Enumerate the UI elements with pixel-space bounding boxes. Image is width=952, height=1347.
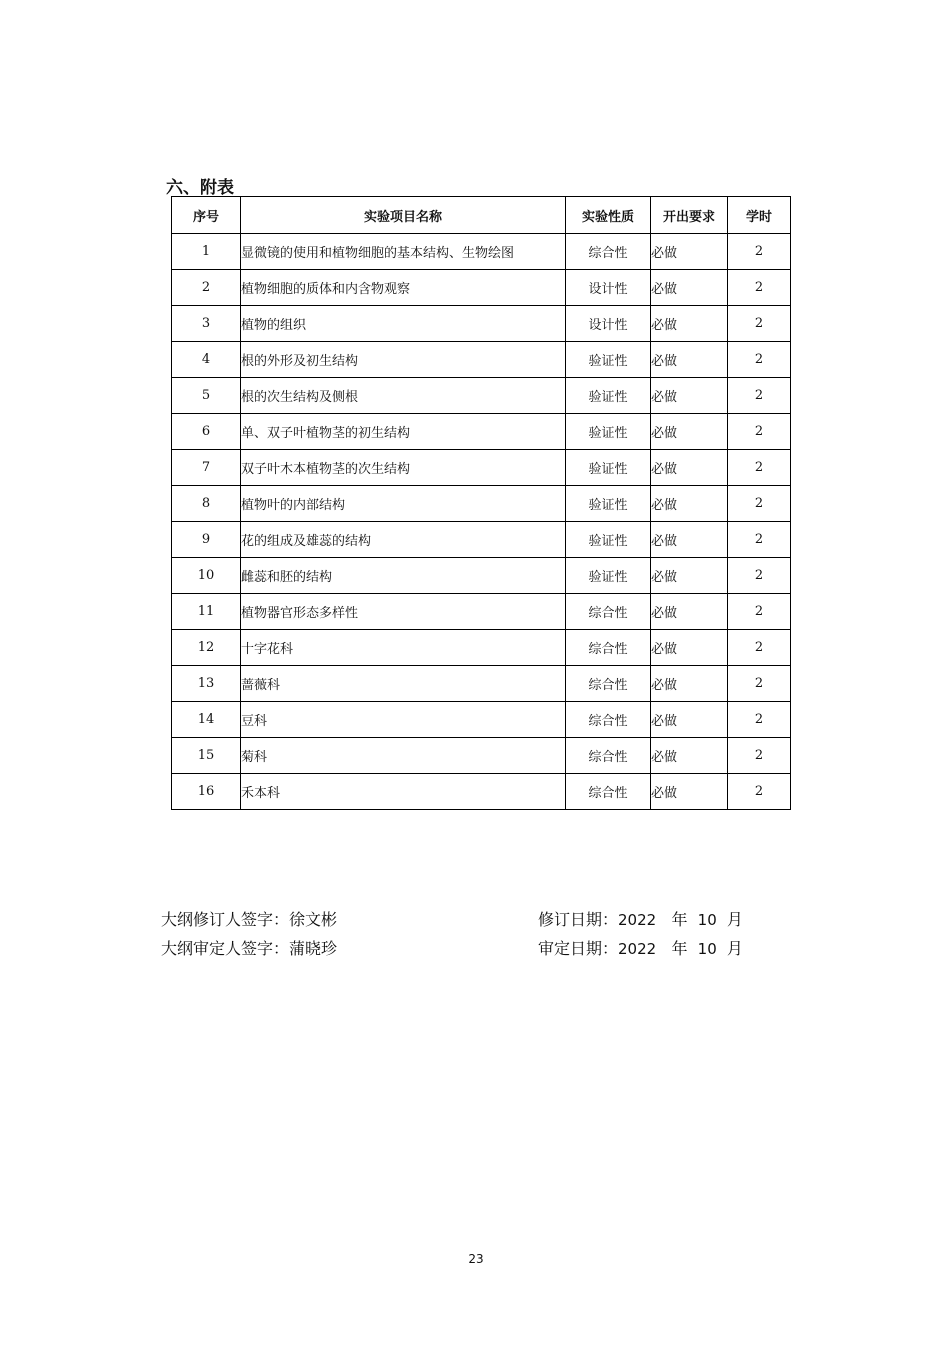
experiment-requirement: 必做 (651, 486, 728, 522)
experiment-requirement: 必做 (651, 342, 728, 378)
revise-year: 2022 (618, 911, 657, 929)
experiment-hours: 2 (728, 594, 791, 630)
table-row (172, 486, 791, 522)
header-nature: 实验性质 (566, 197, 651, 234)
experiment-name: 雌蕊和胚的结构 (241, 558, 566, 594)
experiment-hours: 2 (728, 342, 791, 378)
experiment-name: 显微镜的使用和植物细胞的基本结构、生物绘图 (241, 234, 566, 270)
row-number: 13 (172, 666, 241, 702)
table-row (172, 666, 791, 702)
experiment-requirement: 必做 (651, 738, 728, 774)
experiment-hours: 2 (728, 774, 791, 810)
experiment-name: 禾本科 (241, 774, 566, 810)
row-number: 2 (172, 270, 241, 306)
experiment-hours: 2 (728, 630, 791, 666)
experiment-requirement: 必做 (651, 630, 728, 666)
reviewer-signature (161, 936, 337, 959)
review-year-unit: 年 (671, 939, 688, 958)
experiment-requirement: 必做 (651, 270, 728, 306)
experiment-requirement: 必做 (651, 522, 728, 558)
experiment-requirement: 必做 (651, 234, 728, 270)
table-row (172, 378, 791, 414)
table-body (172, 234, 791, 810)
row-number: 15 (172, 738, 241, 774)
experiment-hours: 2 (728, 270, 791, 306)
experiment-name: 蔷薇科 (241, 666, 566, 702)
experiment-requirement: 必做 (651, 450, 728, 486)
table-row (172, 414, 791, 450)
experiment-name: 十字花科 (241, 630, 566, 666)
review-date-label: 审定日期： (538, 939, 619, 958)
review-month-unit: 月 (726, 939, 743, 958)
experiment-requirement: 必做 (651, 702, 728, 738)
row-number: 10 (172, 558, 241, 594)
experiment-requirement: 必做 (651, 414, 728, 450)
experiment-name: 植物器官形态多样性 (241, 594, 566, 630)
table-row (172, 594, 791, 630)
table-row (172, 450, 791, 486)
experiment-nature: 设计性 (566, 306, 651, 342)
table-row (172, 738, 791, 774)
experiment-hours: 2 (728, 414, 791, 450)
revise-date (538, 907, 743, 930)
experiment-nature: 综合性 (566, 234, 651, 270)
experiment-hours: 2 (728, 738, 791, 774)
experiment-name: 植物叶的内部结构 (241, 486, 566, 522)
table-row (172, 558, 791, 594)
experiment-nature: 综合性 (566, 594, 651, 630)
table-row (172, 702, 791, 738)
row-number: 8 (172, 486, 241, 522)
experiment-hours: 2 (728, 522, 791, 558)
experiment-name: 豆科 (241, 702, 566, 738)
table-row (172, 522, 791, 558)
experiment-nature: 综合性 (566, 774, 651, 810)
review-year: 2022 (618, 940, 657, 958)
experiment-nature: 验证性 (566, 414, 651, 450)
experiment-hours: 2 (728, 558, 791, 594)
row-number: 9 (172, 522, 241, 558)
row-number: 6 (172, 414, 241, 450)
reviewer-name: 蒲晓珍 (289, 939, 338, 958)
experiment-name: 单、双子叶植物茎的初生结构 (241, 414, 566, 450)
reviser-name: 徐文彬 (289, 910, 338, 929)
experiment-requirement: 必做 (651, 378, 728, 414)
header-hours: 学时 (728, 197, 791, 234)
experiment-hours: 2 (728, 378, 791, 414)
experiment-hours: 2 (728, 486, 791, 522)
reviser-signature (161, 907, 337, 930)
table-row (172, 342, 791, 378)
table-row (172, 270, 791, 306)
experiment-nature: 综合性 (566, 666, 651, 702)
table-row (172, 306, 791, 342)
table-header-row (172, 197, 791, 234)
reviewer-label: 大纲审定人签字： (161, 939, 290, 958)
experiment-name: 菊科 (241, 738, 566, 774)
experiment-name: 根的次生结构及侧根 (241, 378, 566, 414)
header-requirement: 开出要求 (651, 197, 728, 234)
experiment-name: 花的组成及雄蕊的结构 (241, 522, 566, 558)
experiment-nature: 综合性 (566, 738, 651, 774)
header-name: 实验项目名称 (241, 197, 566, 234)
experiment-nature: 验证性 (566, 522, 651, 558)
revise-date-label: 修订日期： (538, 910, 619, 929)
header-num: 序号 (172, 197, 241, 234)
reviser-label: 大纲修订人签字： (161, 910, 290, 929)
experiment-name: 根的外形及初生结构 (241, 342, 566, 378)
experiment-nature: 验证性 (566, 378, 651, 414)
experiment-nature: 综合性 (566, 702, 651, 738)
table-row (172, 774, 791, 810)
experiment-name: 植物细胞的质体和内含物观察 (241, 270, 566, 306)
experiment-requirement: 必做 (651, 666, 728, 702)
experiment-name: 植物的组织 (241, 306, 566, 342)
experiment-hours: 2 (728, 666, 791, 702)
page-number: 23 (468, 1252, 484, 1266)
experiment-requirement: 必做 (651, 306, 728, 342)
revise-year-unit: 年 (671, 910, 688, 929)
experiment-hours: 2 (728, 234, 791, 270)
review-date (538, 936, 743, 959)
experiment-nature: 验证性 (566, 450, 651, 486)
experiment-nature: 综合性 (566, 630, 651, 666)
row-number: 7 (172, 450, 241, 486)
row-number: 16 (172, 774, 241, 810)
experiment-hours: 2 (728, 450, 791, 486)
experiment-requirement: 必做 (651, 774, 728, 810)
row-number: 3 (172, 306, 241, 342)
row-number: 1 (172, 234, 241, 270)
experiment-nature: 验证性 (566, 558, 651, 594)
experiment-hours: 2 (728, 702, 791, 738)
experiment-requirement: 必做 (651, 594, 728, 630)
experiment-nature: 设计性 (566, 270, 651, 306)
row-number: 5 (172, 378, 241, 414)
revise-month: 10 (697, 911, 717, 929)
revise-month-unit: 月 (726, 910, 743, 929)
experiment-nature: 验证性 (566, 342, 651, 378)
row-number: 12 (172, 630, 241, 666)
experiment-table (171, 196, 791, 810)
section-title: 六、附表 (166, 178, 234, 198)
review-month: 10 (697, 940, 717, 958)
table-row (172, 234, 791, 270)
row-number: 4 (172, 342, 241, 378)
experiment-name: 双子叶木本植物茎的次生结构 (241, 450, 566, 486)
row-number: 14 (172, 702, 241, 738)
experiment-nature: 验证性 (566, 486, 651, 522)
experiment-hours: 2 (728, 306, 791, 342)
experiment-requirement: 必做 (651, 558, 728, 594)
table-row (172, 630, 791, 666)
row-number: 11 (172, 594, 241, 630)
